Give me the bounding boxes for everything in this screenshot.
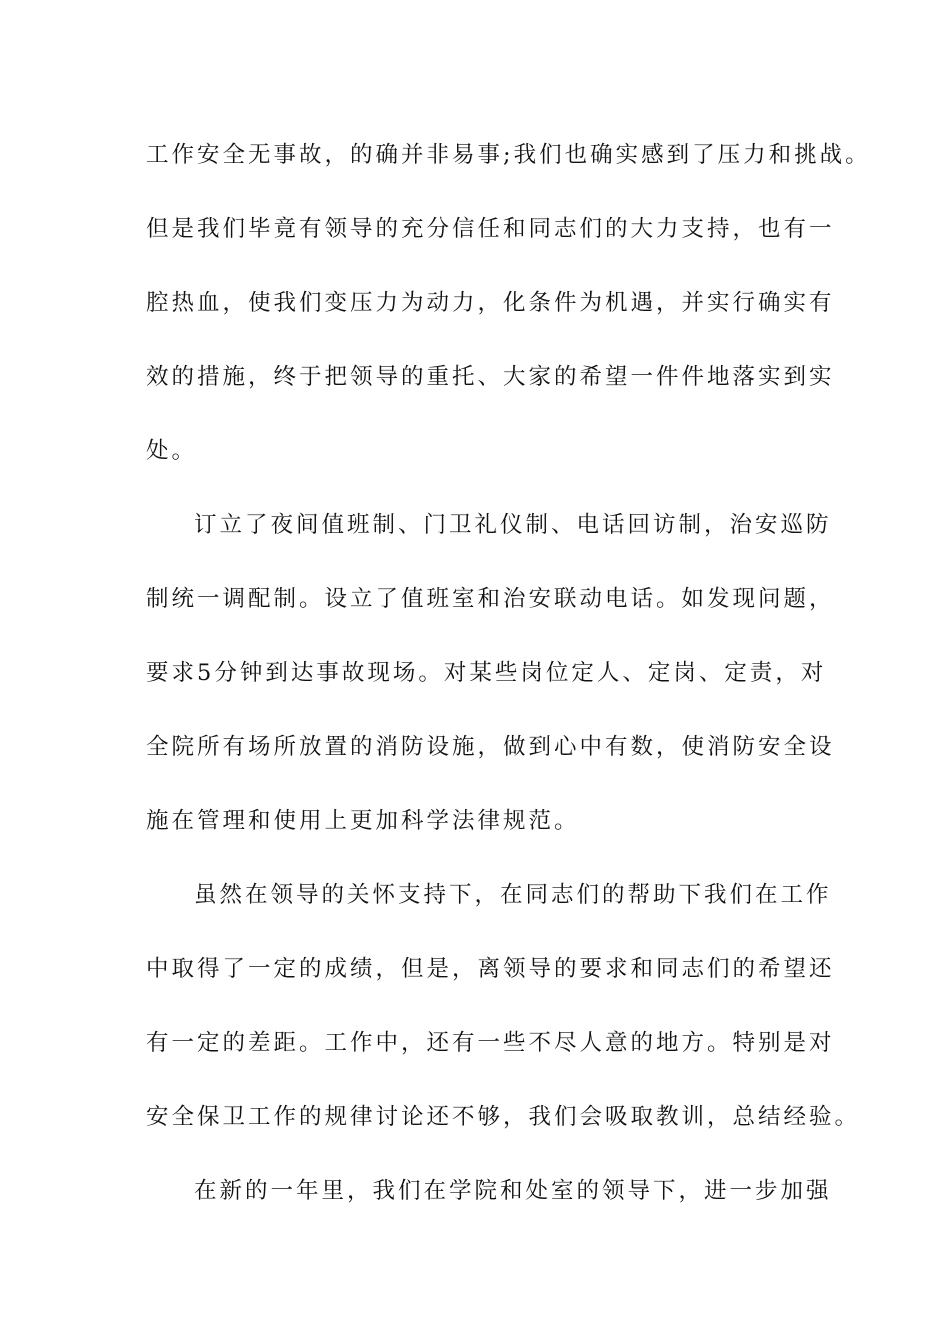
paragraph-3-line-1: 虽然在领导的关怀支持下，在同志们的帮助下我们在工作	[194, 882, 832, 908]
paragraph-3-line-2: 中取得了一定的成绩，但是，离领导的要求和同志们的希望还	[146, 956, 835, 982]
paragraph-1-line-5: 处。	[146, 438, 198, 464]
paragraph-2-line-2: 制统一调配制。设立了值班室和治安联动电话。如发现问题，	[146, 586, 835, 612]
paragraph-2-line-5: 施在管理和使用上更加科学法律规范。	[146, 808, 580, 834]
paragraph-3-line-3: 有一定的差距。工作中，还有一些不尽人意的地方。特别是对	[146, 1030, 835, 1056]
paragraph-2-line-3: 要求5分钟到达事故现场。对某些岗位定人、定岗、定责，对	[146, 660, 827, 686]
paragraph-2-line-1: 订立了夜间值班制、门卫礼仪制、电话回访制，治安巡防	[194, 512, 832, 538]
paragraph-1-line-4: 效的措施，终于把领导的重托、大家的希望一件件地落实到实	[146, 364, 835, 390]
paragraph-1-line-1: 工作安全无事故，的确并非易事;我们也确实感到了压力和挑战。	[146, 142, 871, 168]
paragraph-1-line-3: 腔热血，使我们变压力为动力，化条件为机遇，并实行确实有	[146, 290, 835, 316]
document-body	[146, 130, 871, 1240]
paragraph-4-line-1: 在新的一年里，我们在学院和处室的领导下，进一步加强	[194, 1178, 832, 1204]
paragraph-1-line-2: 但是我们毕竟有领导的充分信任和同志们的大力支持，也有一	[146, 216, 835, 242]
paragraph-2-line-4: 全院所有场所放置的消防设施，做到心中有数，使消防安全设	[146, 734, 835, 760]
paragraph-3-line-4: 安全保卫工作的规律讨论还不够，我们会吸取教训，总结经验。	[146, 1104, 861, 1130]
